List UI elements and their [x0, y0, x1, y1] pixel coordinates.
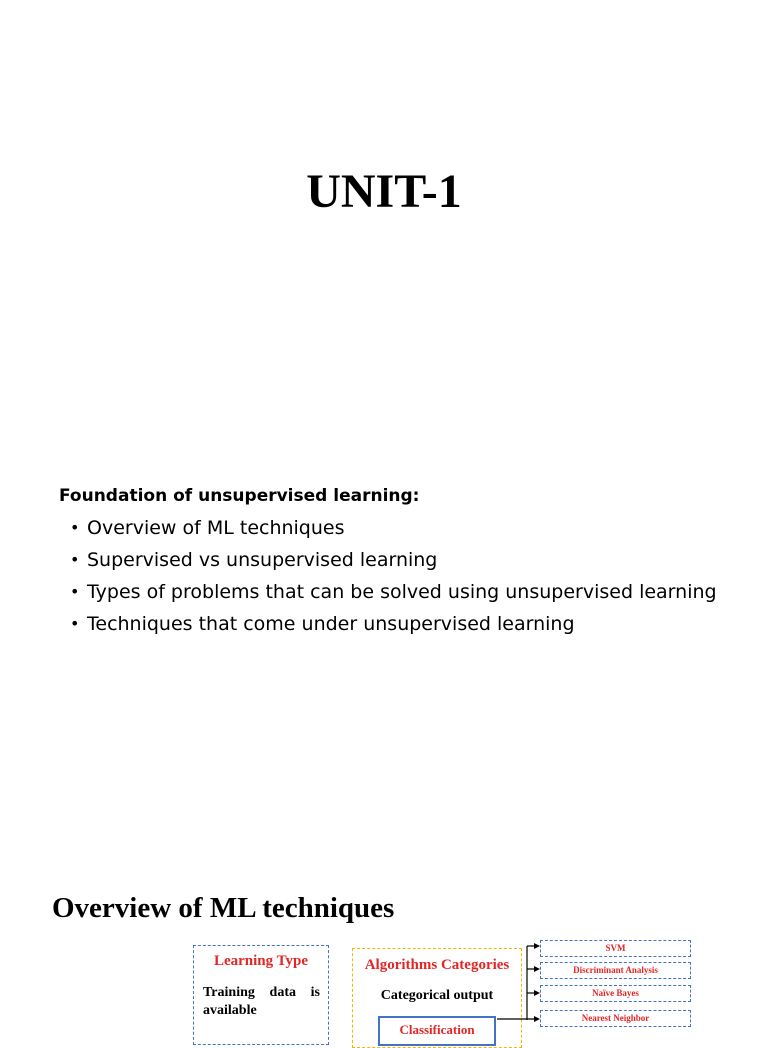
slide-title: Overview of ML techniques: [52, 892, 395, 924]
bullet-text: Overview of ML techniques: [87, 517, 345, 539]
algorithm-box-nearest-neighbor: Nearest Neighbor: [540, 1010, 691, 1027]
bullet-item: [70, 546, 717, 578]
bullet-text: Supervised vs unsupervised learning: [87, 549, 438, 571]
bullet-item: [70, 610, 717, 642]
bullet-item: [70, 514, 717, 546]
classification-box: Classification: [378, 1016, 496, 1046]
learning-type-title: Learning Type: [213, 953, 309, 969]
slide-ml-overview: [0, 860, 768, 1037]
bullet-dot-icon: •: [70, 614, 80, 633]
bullet-dot-icon: •: [70, 582, 80, 601]
algorithm-box-svm: SVM: [540, 940, 691, 957]
algorithms-categories-title: Algorithms Categories: [364, 957, 510, 973]
bullet-dot-icon: •: [70, 518, 80, 537]
bullet-list: [70, 514, 717, 642]
learning-type-text-line1: Training data is: [203, 985, 320, 1000]
bullet-dot-icon: •: [70, 550, 80, 569]
algorithm-box-naive-bayes: Naïve Bayes: [540, 985, 691, 1002]
algorithm-box-discriminant-analysis: Discriminant Analysis: [540, 962, 691, 979]
section-heading: Foundation of unsupervised learning:: [59, 486, 420, 506]
bullet-text: Types of problems that can be solved using unsupervised learning: [87, 581, 717, 603]
slide-title: UNIT-1: [306, 165, 462, 218]
learning-type-text-line2: available: [203, 1003, 257, 1018]
categorical-output-label: Categorical output: [380, 988, 494, 1003]
bullet-item: [70, 578, 717, 610]
bullet-text: Techniques that come under unsupervised learning: [87, 613, 575, 635]
